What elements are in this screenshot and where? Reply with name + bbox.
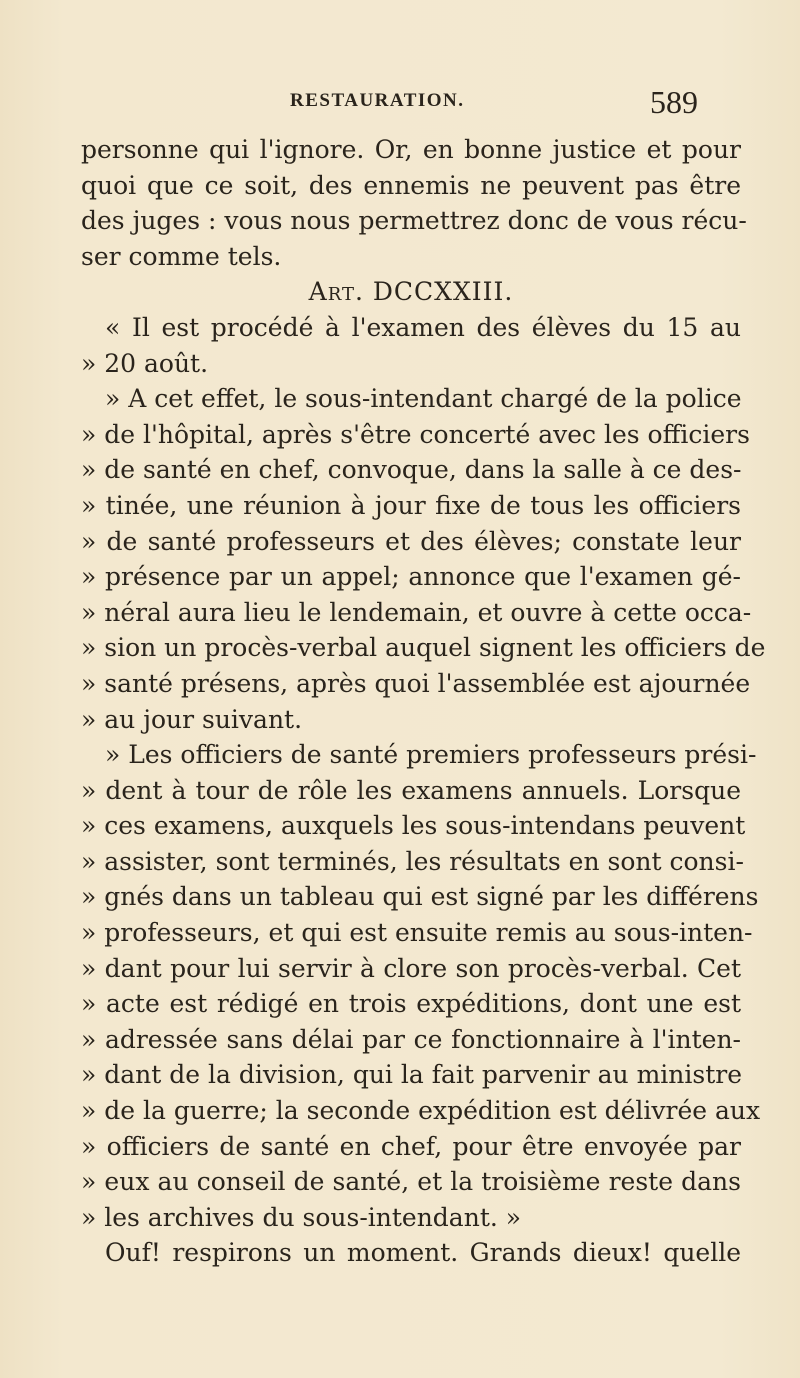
text-line-content: » gnés dans un tableau qui est signé par les différens — [81, 882, 759, 912]
text-line — [81, 452, 741, 488]
text-line-content: » les archives du sous-intendant. » — [81, 1202, 522, 1232]
text-line — [81, 1164, 741, 1200]
text-line — [81, 239, 741, 275]
text-line — [81, 666, 751, 702]
text-line-content: » assister, sont terminés, les résultats en sont consi- — [81, 846, 744, 876]
text-line — [81, 524, 741, 560]
text-line-content: » de la guerre; la seconde expédition est délivrée aux — [81, 1096, 761, 1126]
text-line — [81, 346, 741, 382]
text-line — [81, 879, 759, 915]
text-line-content: » dent à tour de rôle les examens annuels. Lorsque — [81, 775, 741, 805]
text-line — [81, 488, 741, 524]
text-line-content: » présence par un appel; annonce que l'examen gé- — [81, 562, 741, 592]
text-line — [81, 773, 741, 809]
text-line — [81, 132, 741, 168]
text-line-content: quoi que ce soit, des ennemis ne peuvent pas être — [81, 170, 741, 200]
text-line — [81, 737, 757, 773]
body-text — [81, 132, 766, 1271]
text-line-content: » tinée, une réunion à jour fixe de tous les officiers — [81, 490, 741, 520]
text-line-content: » de santé en chef, convoque, dans la salle à ce des- — [81, 455, 742, 485]
text-line-content: » eux au conseil de santé, et la troisième reste dans — [81, 1167, 741, 1197]
text-line — [81, 1022, 741, 1058]
text-line — [81, 559, 741, 595]
text-line — [81, 630, 766, 666]
text-line-content: ser comme tels. — [81, 241, 282, 271]
text-line-content: » au jour suivant. — [81, 704, 303, 734]
text-line — [81, 951, 741, 987]
text-line-content: » santé présens, après quoi l'assemblée est ajournée — [81, 668, 751, 698]
text-line — [81, 986, 741, 1022]
text-line — [81, 1200, 741, 1236]
text-line — [81, 808, 746, 844]
text-line — [81, 417, 750, 453]
text-line-content: personne qui l'ignore. Or, en bonne justice et pour — [81, 135, 741, 164]
text-line — [81, 595, 752, 631]
text-line — [81, 381, 741, 417]
running-head: RESTAURATION. — [290, 90, 465, 111]
text-line-content: des juges : vous nous permettrez donc de vous récu- — [81, 206, 747, 236]
article-heading — [81, 274, 741, 310]
text-line — [81, 844, 744, 880]
text-line — [81, 1235, 741, 1271]
text-line-content: » acte est rédigé en trois expéditions, dont une est — [81, 989, 741, 1019]
text-line — [81, 915, 753, 951]
text-line-content: Art. DCCXXIII. — [308, 277, 514, 307]
page-header — [0, 86, 800, 126]
text-line — [81, 1129, 741, 1165]
text-line — [81, 1057, 741, 1093]
text-line — [81, 310, 741, 346]
text-line-content: » adressée sans délai par ce fonctionnaire à l'inten- — [81, 1024, 741, 1054]
text-line-content: » A cet effet, le sous-intendant chargé de la police — [105, 384, 742, 414]
text-line-content: » ces examens, auxquels les sous-intendans peuvent — [81, 811, 746, 841]
text-line — [81, 203, 747, 239]
text-line-content: » dant de la division, qui la fait parvenir au ministre — [81, 1060, 743, 1090]
text-line-content: Ouf! respirons un moment. Grands dieux! quelle — [105, 1238, 741, 1268]
text-line-content: » Les officiers de santé premiers professeurs prési- — [105, 740, 757, 770]
text-line — [81, 702, 741, 738]
text-line — [81, 1093, 761, 1129]
page-number: 589 — [650, 84, 698, 120]
text-line-content: » officiers de santé en chef, pour être envoyée par — [81, 1131, 741, 1161]
text-line-content: » professeurs, et qui est ensuite remis au sous-inten- — [81, 918, 753, 948]
text-line-content: » de santé professeurs et des élèves; constate leur — [81, 526, 741, 556]
text-line-content: » dant pour lui servir à clore son procès-verbal. Cet — [81, 953, 741, 983]
text-line-content: » de l'hôpital, après s'être concerté avec les officiers — [81, 419, 750, 449]
text-line-content: « Il est procédé à l'examen des élèves du 15 au — [105, 312, 741, 342]
text-line — [81, 168, 741, 204]
text-line-content: » 20 août. — [81, 348, 209, 378]
text-line-content: » néral aura lieu le lendemain, et ouvre à cette occa- — [81, 597, 752, 627]
text-line-content: » sion un procès-verbal auquel signent les officiers de — [81, 633, 766, 663]
